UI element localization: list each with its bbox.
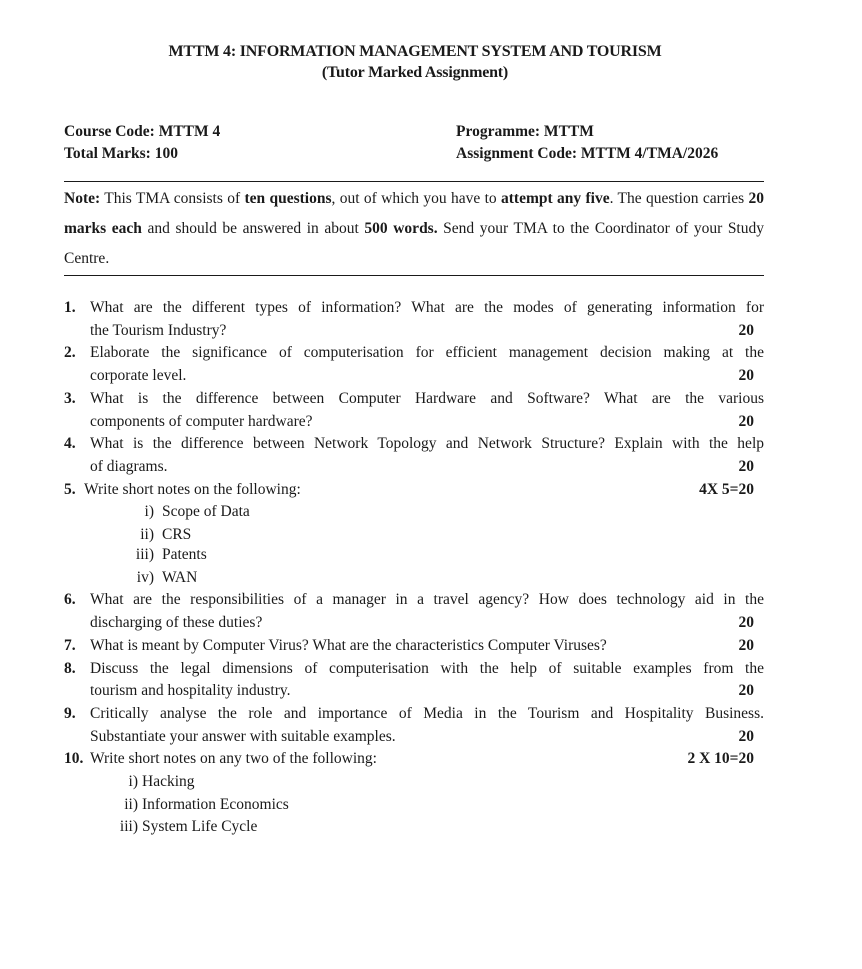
question-text-line: What is the difference between Computer Hardware and Software? What are the various	[90, 389, 764, 407]
question-number: 4.	[64, 435, 76, 453]
question-item	[64, 433, 764, 478]
note-text: . The question carries	[609, 190, 749, 207]
question-item	[64, 703, 764, 748]
question-text-line: What is the difference between Network Topology and Network Structure? Explain with the help	[90, 435, 764, 453]
sub-item	[84, 524, 764, 544]
question-number: 8.	[64, 659, 76, 677]
sub-item-text: Hacking	[142, 773, 195, 791]
sub-item-text: Scope of Data	[162, 503, 250, 521]
sub-item	[84, 501, 764, 524]
question-text-line: Discuss the legal dimensions of computerisation with the help of suitable examples from the	[90, 659, 764, 677]
total-marks: Total Marks: 100	[64, 145, 178, 162]
question-list	[64, 297, 764, 839]
question-item	[64, 297, 764, 342]
document-subtitle: (Tutor Marked Assignment)	[321, 64, 509, 81]
sub-item-text: WAN	[162, 568, 198, 586]
course-code: Course Code: MTTM 4	[64, 123, 221, 140]
sub-item-text: Information Economics	[142, 795, 289, 813]
question-text-line: tourism and hospitality industry.	[90, 682, 291, 700]
divider-top	[64, 181, 764, 182]
question-text-line: Substantiate your answer with suitable examples.	[90, 727, 396, 745]
question-text-line: What are the responsibilities of a manager in a travel agency? How does technology aid in the	[90, 591, 764, 609]
sub-item	[90, 816, 764, 839]
sub-item	[84, 544, 764, 567]
question-number: 10.	[64, 750, 84, 768]
sub-item-text: System Life Cycle	[142, 818, 258, 836]
question-marks: 20	[738, 321, 754, 339]
meta-right	[456, 121, 718, 165]
note-label: Note:	[64, 190, 101, 207]
question-marks: 20	[738, 682, 754, 700]
sub-item-text: CRS	[162, 526, 192, 544]
question-text-line: discharging of these duties?	[90, 614, 263, 632]
question-text-line: Write short notes on any two of the following:	[90, 750, 377, 768]
question-text-line: components of computer hardware?	[90, 412, 313, 430]
programme: Programme: MTTM	[456, 123, 594, 140]
sub-item-numeral: iii)	[135, 546, 154, 564]
note-text: Send your TMA to the Coordinator of your Study Centre.	[64, 220, 764, 267]
sub-item-numeral: i)	[128, 773, 138, 791]
sub-item	[90, 771, 764, 794]
question-text-line: Elaborate the significance of computerisation for efficient management decision making at the	[90, 344, 764, 362]
question-text-line: of diagrams.	[90, 457, 168, 475]
sub-item	[90, 794, 764, 817]
sub-item-numeral: ii)	[140, 526, 154, 544]
question-number: 6.	[64, 591, 76, 609]
question-marks: 20	[738, 614, 754, 632]
question-marks: 4X 5=20	[699, 480, 754, 498]
document-title: MTTM 4: INFORMATION MANAGEMENT SYSTEM AND TOURISM	[168, 43, 662, 60]
sub-item	[84, 567, 764, 590]
question-marks: 20	[738, 636, 754, 654]
question-number: 1.	[64, 299, 76, 316]
question-item	[64, 479, 764, 590]
sub-item-numeral: i)	[144, 503, 154, 521]
question-text-line: the Tourism Industry?	[90, 321, 227, 339]
note-emphasis: attempt any five	[501, 190, 610, 207]
question-item	[64, 748, 764, 839]
note-paragraph	[64, 184, 764, 274]
question-item	[64, 635, 764, 658]
sub-item-numeral: ii)	[124, 795, 138, 813]
note-text: This TMA consists of	[100, 190, 245, 207]
question-marks: 20	[738, 727, 754, 745]
sub-item-text: Patents	[162, 546, 207, 564]
question-text-line: Write short notes on the following:	[84, 480, 301, 498]
divider-bottom	[64, 275, 764, 276]
question-number: 7.	[64, 636, 76, 654]
question-item	[64, 342, 764, 387]
question-number: 9.	[64, 704, 76, 722]
note-emphasis: 20 marks each	[64, 190, 764, 237]
note-text: , out of which you have to	[331, 190, 502, 207]
question-marks: 20	[738, 367, 754, 385]
sub-item-numeral: iii)	[119, 818, 138, 836]
question-item	[64, 388, 764, 433]
question-marks: 20	[738, 412, 754, 430]
question-marks: 2 X 10=20	[687, 750, 754, 768]
question-text-line: corporate level.	[90, 367, 187, 385]
question-item	[64, 589, 764, 634]
question-number: 5.	[64, 480, 76, 498]
note-text: and should be answered in about	[141, 220, 365, 237]
question-number: 3.	[64, 389, 76, 407]
question-number: 2.	[64, 344, 76, 362]
question-text-line: What are the different types of information? What are the modes of generating information for	[90, 299, 764, 316]
question-text-line: Critically analyse the role and importance of Media in the Tourism and Hospitality Business.	[90, 704, 764, 722]
question-item	[64, 658, 764, 703]
question-text-line: What is meant by Computer Virus? What are the characteristics Computer Viruses?	[90, 636, 607, 654]
note-emphasis: ten questions	[244, 190, 332, 207]
note-emphasis: 500 words.	[364, 220, 438, 237]
meta-left	[64, 121, 220, 165]
question-marks: 20	[738, 457, 754, 475]
sub-item-numeral: iv)	[136, 568, 154, 586]
assignment-code: Assignment Code: MTTM 4/TMA/2026	[456, 145, 719, 162]
